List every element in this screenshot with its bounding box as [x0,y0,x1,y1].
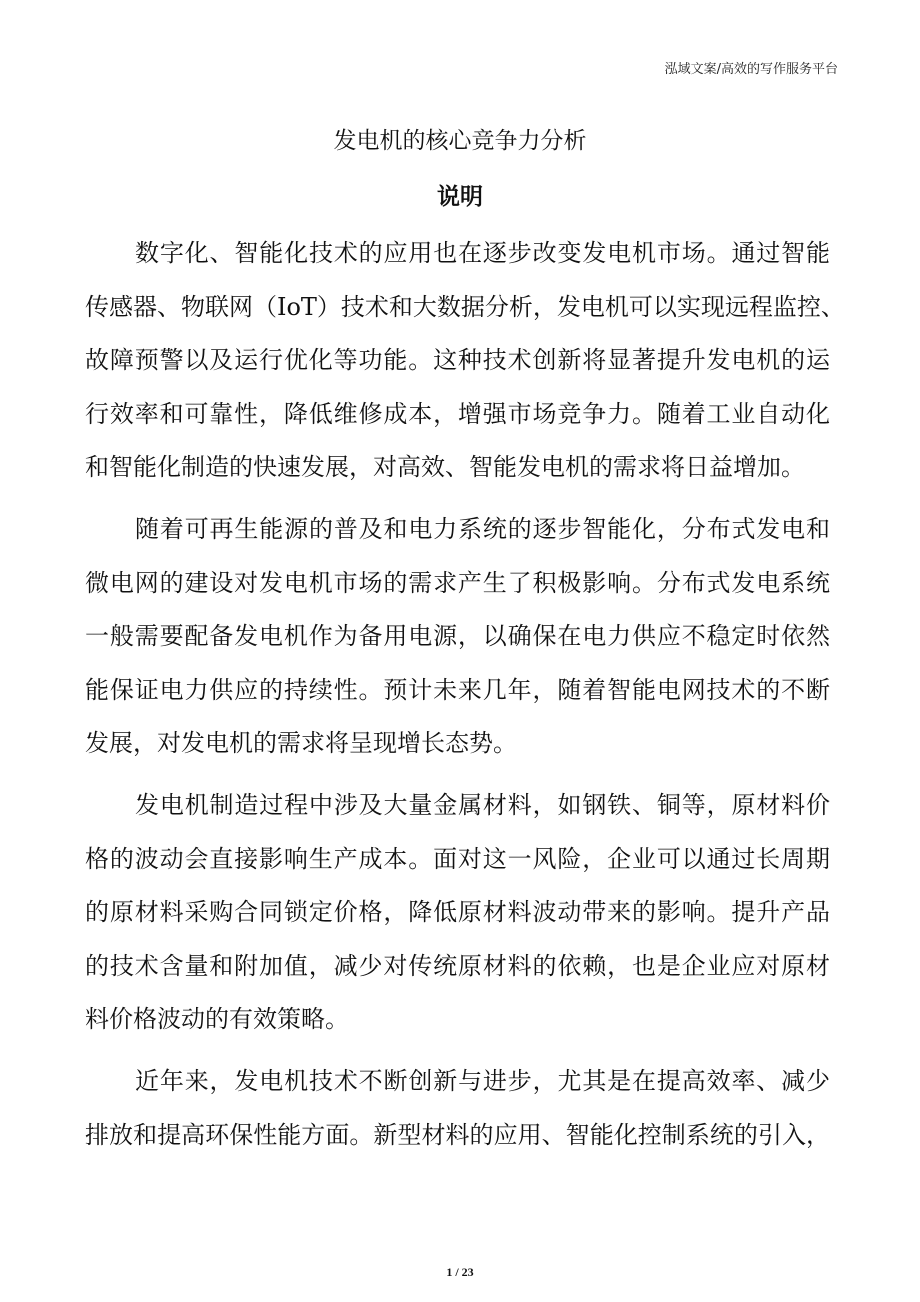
paragraph-line: 的原材料采购合同锁定价格，降低原材料波动带来的影响。提升产品 [85,898,830,927]
paragraph-line: 的技术含量和附加值，减少对传统原材料的依赖，也是企业应对原材 [85,951,830,980]
paragraph-line: 和智能化制造的快速发展，对高效、智能发电机的需求将日益增加。 [85,453,805,482]
page-number: 1 / 23 [446,1265,474,1279]
document-subtitle: 说明 [437,184,483,210]
paragraph-line: 能保证电力供应的持续性。预计未来几年，随着智能电网技术的不断 [85,675,830,704]
paragraph-line: 一般需要配备发电机作为备用电源，以确保在电力供应不稳定时依然 [85,622,830,651]
paragraph [85,234,845,502]
document-body [85,234,845,1177]
paragraph-line: 发展，对发电机的需求将呈现增长态势。 [85,729,517,758]
paragraph-line: 故障预警以及运行优化等功能。这种技术创新将显著提升发电机的运 [85,346,830,375]
paragraph-line: 近年来，发电机技术不断创新与进步，尤其是在提高效率、减少 [135,1066,830,1095]
paragraph-line: 发电机制造过程中涉及大量金属材料，如钢铁、铜等，原材料价 [135,790,830,819]
document-title: 发电机的核心竞争力分析 [333,128,587,154]
paragraph-line: 排放和提高环保性能方面。新型材料的应用、智能化控制系统的引入， [85,1120,830,1149]
paragraph-line: 传感器、物联网（IoT）技术和大数据分析，发电机可以实现远程监控、 [85,292,845,321]
paragraph-line: 行效率和可靠性，降低维修成本，增强市场竞争力。随着工业自动化 [85,399,830,428]
paragraph [85,786,830,1054]
header-site-name: 泓域文案/高效的写作服务平台 [664,62,838,77]
paragraph-line: 料价格波动的有效策略。 [85,1005,349,1034]
paragraph [85,1062,830,1169]
paragraph [85,510,830,778]
paragraph-line: 微电网的建设对发电机市场的需求产生了积极影响。分布式发电系统 [85,568,830,597]
paragraph-line: 随着可再生能源的普及和电力系统的逐步智能化，分布式发电和 [135,514,830,543]
paragraph-line: 数字化、智能化技术的应用也在逐步改变发电机市场。通过智能 [135,239,830,267]
paragraph-line: 格的波动会直接影响生产成本。面对这一风险，企业可以通过长周期 [85,844,830,873]
